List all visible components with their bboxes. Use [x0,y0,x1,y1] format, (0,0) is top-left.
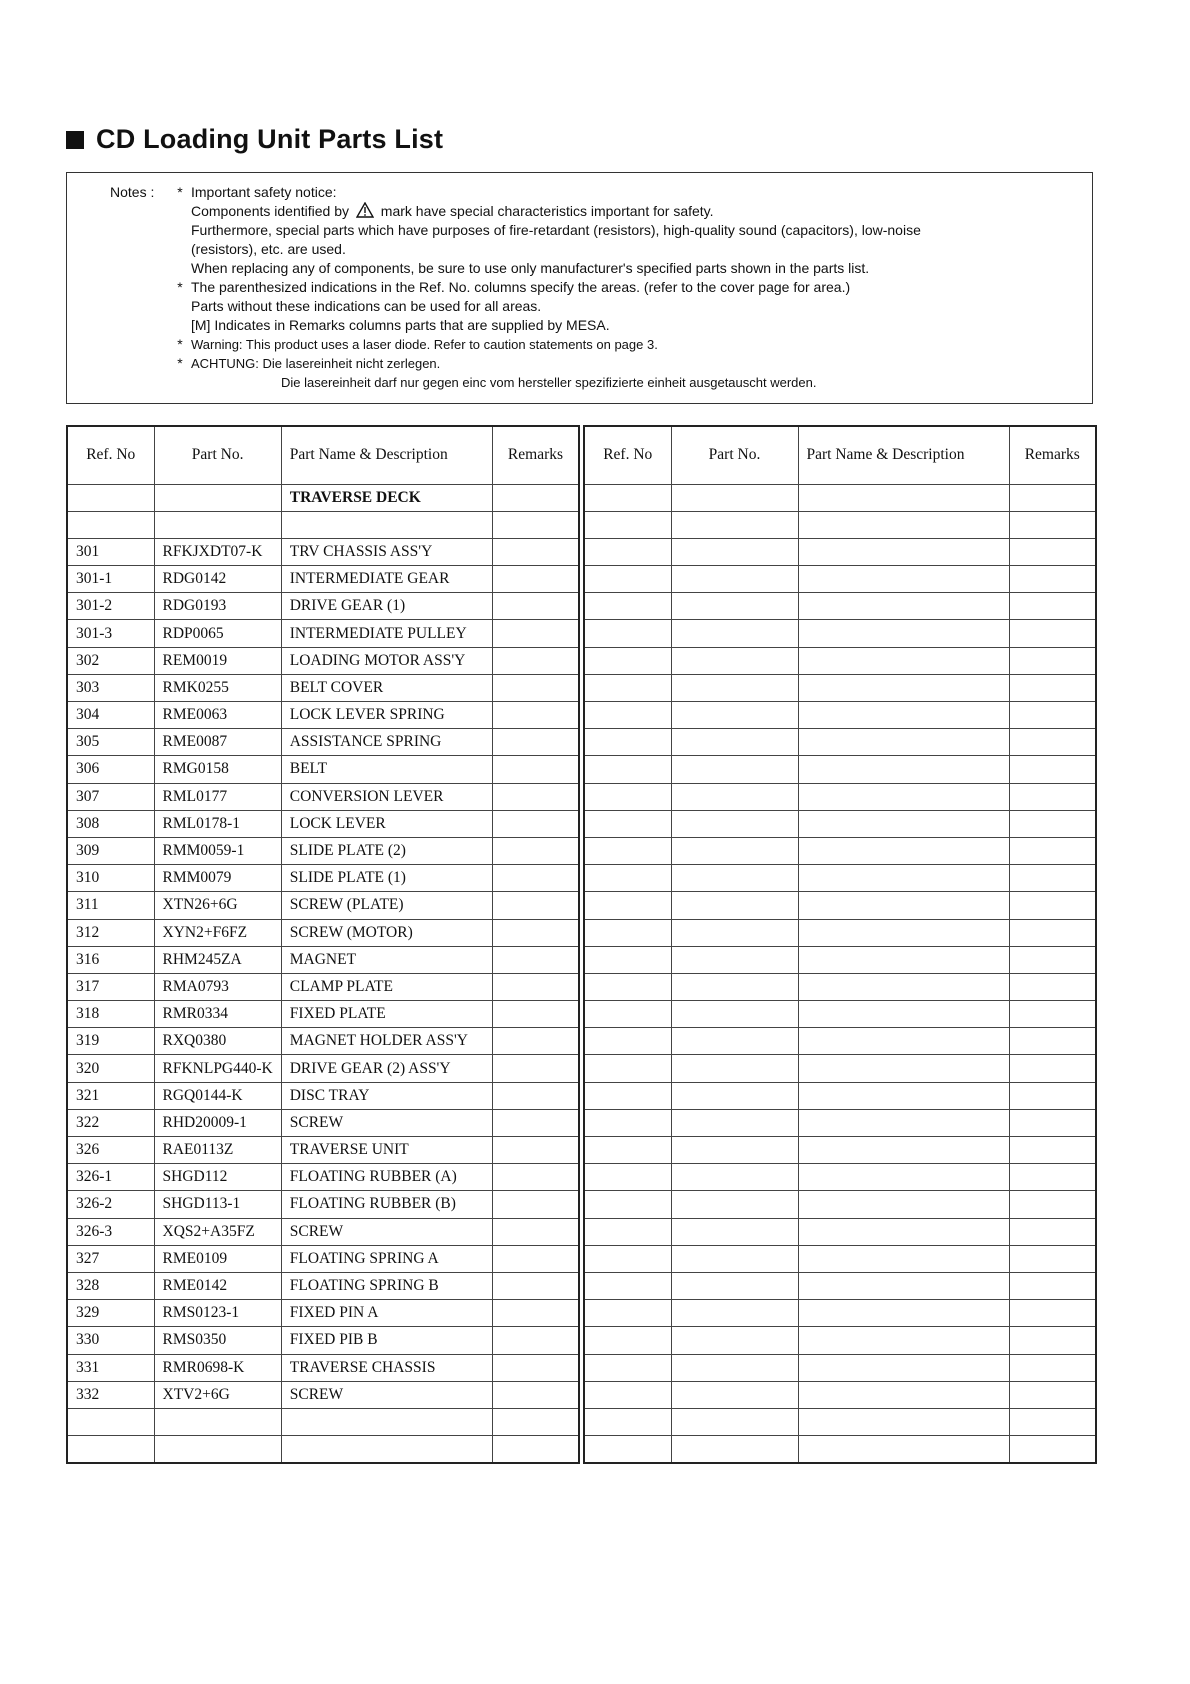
part-name-cell: FLOATING SPRING B [281,1272,492,1299]
part-name-cell: DRIVE GEAR (1) [281,593,492,620]
ref-no-cell: 331 [67,1354,154,1381]
part-name-cell: BELT COVER [281,674,492,701]
table-row [67,1082,579,1109]
blank-row [67,1408,579,1435]
blank-row [584,1436,1096,1463]
table-row [67,729,579,756]
blank-row [584,1028,1096,1055]
blank-row [584,946,1096,973]
part-name-cell: FIXED PIB B [281,1327,492,1354]
part-name-cell: SLIDE PLATE (1) [281,865,492,892]
header-part-no: Part No. [154,426,281,484]
blank-row [584,702,1096,729]
table-header-row [584,426,1096,484]
remarks-cell [492,1354,579,1381]
part-no-cell: XYN2+F6FZ [154,919,281,946]
table-row [67,674,579,701]
table-row [67,1001,579,1028]
part-name-cell: DRIVE GEAR (2) ASS'Y [281,1055,492,1082]
table-row [67,973,579,1000]
blank-row [584,1300,1096,1327]
ref-no-cell: 306 [67,756,154,783]
table-row [67,647,579,674]
remarks-cell [492,837,579,864]
part-name-cell: INTERMEDIATE GEAR [281,566,492,593]
blank-row [584,1327,1096,1354]
blank-row [584,756,1096,783]
part-no-cell: RML0177 [154,783,281,810]
table-row [67,593,579,620]
part-name-cell: CONVERSION LEVER [281,783,492,810]
note-line: Warning: This product uses a laser diode. Refer to caution statements on page 3. [191,337,658,352]
remarks-cell [492,756,579,783]
table-row [67,810,579,837]
part-no-cell: XTN26+6G [154,892,281,919]
table-row [67,946,579,973]
table-row [67,1109,579,1136]
blank-row [584,538,1096,565]
blank-row [584,810,1096,837]
remarks-cell [492,1137,579,1164]
table-row [67,865,579,892]
remarks-cell [492,1055,579,1082]
remarks-cell [492,865,579,892]
part-no-cell: RMG0158 [154,756,281,783]
blank-row [584,1082,1096,1109]
part-name-cell: SCREW [281,1109,492,1136]
part-name-cell: MAGNET HOLDER ASS'Y [281,1028,492,1055]
remarks-cell [492,538,579,565]
note-line: Die lasereinheit darf nur gegen einc vom hersteller spezifizierte einheit ausgetauscht werden. [281,375,817,390]
part-name-cell: BELT [281,756,492,783]
table-row [67,1300,579,1327]
part-no-cell: XQS2+A35FZ [154,1218,281,1245]
remarks-cell [492,1327,579,1354]
part-no-cell: RME0063 [154,702,281,729]
asterisk-icon: * [177,184,183,200]
part-no-cell: RMK0255 [154,674,281,701]
header-ref-no: Ref. No [67,426,154,484]
ref-no-cell: 302 [67,647,154,674]
blank-row [584,865,1096,892]
remarks-cell [492,1109,579,1136]
blank-row [584,729,1096,756]
section-title: TRAVERSE DECK [281,484,492,511]
part-no-cell: RMS0350 [154,1327,281,1354]
part-name-cell: INTERMEDIATE PULLEY [281,620,492,647]
ref-no-cell: 321 [67,1082,154,1109]
header-part-no: Part No. [671,426,798,484]
ref-no-cell: 326-2 [67,1191,154,1218]
remarks-cell [492,1028,579,1055]
ref-no-cell: 317 [67,973,154,1000]
ref-no-cell: 301-2 [67,593,154,620]
part-name-cell: SLIDE PLATE (2) [281,837,492,864]
part-no-cell: RFKNLPG440-K [154,1055,281,1082]
blank-row [584,674,1096,701]
remarks-cell [492,1245,579,1272]
part-name-cell: FLOATING RUBBER (A) [281,1164,492,1191]
part-name-cell: LOCK LEVER [281,810,492,837]
remarks-cell [492,674,579,701]
blank-row [584,1245,1096,1272]
blank-row [584,973,1096,1000]
part-name-cell: ASSISTANCE SPRING [281,729,492,756]
part-name-cell: MAGNET [281,946,492,973]
ref-no-cell: 303 [67,674,154,701]
ref-no-cell: 301-3 [67,620,154,647]
note-line: Parts without these indications can be used for all areas. [191,298,542,314]
part-no-cell: RME0142 [154,1272,281,1299]
remarks-cell [492,1300,579,1327]
table-row [67,1191,579,1218]
ref-no-cell: 310 [67,865,154,892]
part-name-cell: SCREW (MOTOR) [281,919,492,946]
table-row [67,1218,579,1245]
part-no-cell: RME0109 [154,1245,281,1272]
table-row [67,892,579,919]
part-no-cell: XTV2+6G [154,1381,281,1408]
table-row [67,1272,579,1299]
table-row [67,1137,579,1164]
blank-row [584,511,1096,538]
ref-no-cell: 328 [67,1272,154,1299]
remarks-cell [492,593,579,620]
ref-no-cell: 309 [67,837,154,864]
part-no-cell: RME0087 [154,729,281,756]
table-row [67,1354,579,1381]
remarks-cell [492,1272,579,1299]
blank-row [584,1001,1096,1028]
part-name-cell: FIXED PIN A [281,1300,492,1327]
asterisk-icon: * [177,279,183,295]
blank-row [584,1381,1096,1408]
remarks-cell [492,1191,579,1218]
page-title-text: CD Loading Unit Parts List [96,124,444,154]
note-line: Furthermore, special parts which have purposes of fire-retardant (resistors), high-quality sound (capacitors), low-noise [191,222,921,238]
header-part-name: Part Name & Description [798,426,1009,484]
remarks-cell [492,620,579,647]
part-no-cell: RMR0698-K [154,1354,281,1381]
ref-no-cell: 311 [67,892,154,919]
part-name-cell: LOADING MOTOR ASS'Y [281,647,492,674]
remarks-cell [492,1218,579,1245]
table-header-row [67,426,579,484]
remarks-cell [492,973,579,1000]
table-row [67,1381,579,1408]
asterisk-icon: * [177,355,183,371]
part-name-cell: SCREW [281,1381,492,1408]
blank-row [584,919,1096,946]
ref-no-cell: 319 [67,1028,154,1055]
table-row [67,1327,579,1354]
part-no-cell: RMA0793 [154,973,281,1000]
header-remarks: Remarks [492,426,579,484]
header-ref-no: Ref. No [584,426,671,484]
note-line: When replacing any of components, be sure to use only manufacturer's specified parts shown in the parts list. [191,260,870,276]
part-name-cell: TRV CHASSIS ASS'Y [281,538,492,565]
blank-row [584,1354,1096,1381]
ref-no-cell: 308 [67,810,154,837]
note-line: Important safety notice: [191,184,337,200]
blank-row [584,1109,1096,1136]
blank-row [584,892,1096,919]
part-no-cell: RHD20009-1 [154,1109,281,1136]
part-no-cell: SHGD112 [154,1164,281,1191]
blank-row [584,620,1096,647]
remarks-cell [492,892,579,919]
blank-row [584,837,1096,864]
blank-row [67,511,579,538]
ref-no-cell: 318 [67,1001,154,1028]
blank-row [584,1272,1096,1299]
page-title [66,124,443,155]
note-line: (resistors), etc. are used. [191,241,346,257]
part-no-cell: RMM0059-1 [154,837,281,864]
table-row [67,1245,579,1272]
blank-row [584,1164,1096,1191]
part-name-cell: SCREW [281,1218,492,1245]
note-line: The parenthesized indications in the Ref. No. columns specify the areas. (refer to the cover page for area.) [191,279,851,295]
part-name-cell: DISC TRAY [281,1082,492,1109]
part-no-cell: RDG0142 [154,566,281,593]
ref-no-cell: 304 [67,702,154,729]
part-name-cell: FLOATING RUBBER (B) [281,1191,492,1218]
part-no-cell: RFKJXDT07-K [154,538,281,565]
note-line [191,202,714,221]
ref-no-cell: 320 [67,1055,154,1082]
table-row [67,538,579,565]
ref-no-cell: 316 [67,946,154,973]
parts-table-right [583,425,1097,1464]
remarks-cell [492,702,579,729]
part-name-cell: TRAVERSE UNIT [281,1137,492,1164]
note-line-part: mark have special characteristics important for safety. [380,203,714,219]
part-no-cell: RMR0334 [154,1001,281,1028]
notes-label: Notes : [110,184,155,200]
header-part-name: Part Name & Description [281,426,492,484]
note-line: [M] Indicates in Remarks columns parts that are supplied by MESA. [191,317,610,333]
blank-row [67,1436,579,1463]
bullet-square-icon [66,131,84,149]
note-line-part: Components identified by [191,203,349,219]
ref-no-cell: 301-1 [67,566,154,593]
remarks-cell [492,647,579,674]
part-no-cell: RML0178-1 [154,810,281,837]
remarks-cell [492,566,579,593]
part-name-cell: FLOATING SPRING A [281,1245,492,1272]
ref-no-cell: 312 [67,919,154,946]
blank-row [584,1055,1096,1082]
table-row [67,1055,579,1082]
remarks-cell [492,1001,579,1028]
blank-row [584,783,1096,810]
part-no-cell: RDG0193 [154,593,281,620]
remarks-cell [492,1381,579,1408]
notes-box [66,172,1093,404]
table-row [67,620,579,647]
table-row [67,566,579,593]
parts-table-left [66,425,580,1464]
warning-triangle-icon [356,202,374,218]
remarks-cell [492,946,579,973]
part-no-cell: RHM245ZA [154,946,281,973]
part-name-cell: FIXED PLATE [281,1001,492,1028]
blank-row [584,647,1096,674]
table-row [67,837,579,864]
ref-no-cell: 326-1 [67,1164,154,1191]
part-no-cell: RXQ0380 [154,1028,281,1055]
part-name-cell: CLAMP PLATE [281,973,492,1000]
note-line: ACHTUNG: Die lasereinheit nicht zerlegen. [191,356,441,371]
ref-no-cell: 329 [67,1300,154,1327]
ref-no-cell: 326-3 [67,1218,154,1245]
blank-row [584,1191,1096,1218]
part-name-cell: SCREW (PLATE) [281,892,492,919]
ref-no-cell: 305 [67,729,154,756]
blank-row [584,593,1096,620]
part-no-cell: SHGD113-1 [154,1191,281,1218]
remarks-cell [492,1164,579,1191]
remarks-cell [492,783,579,810]
ref-no-cell: 322 [67,1109,154,1136]
ref-no-cell: 301 [67,538,154,565]
remarks-cell [492,1082,579,1109]
part-no-cell: RGQ0144-K [154,1082,281,1109]
remarks-cell [492,810,579,837]
part-no-cell: RDP0065 [154,620,281,647]
blank-row [584,1408,1096,1435]
ref-no-cell: 326 [67,1137,154,1164]
ref-no-cell: 330 [67,1327,154,1354]
table-row [67,919,579,946]
blank-row [584,1218,1096,1245]
remarks-cell [492,919,579,946]
ref-no-cell: 332 [67,1381,154,1408]
section-row [67,484,579,511]
ref-no-cell: 327 [67,1245,154,1272]
table-row [67,756,579,783]
ref-no-cell: 307 [67,783,154,810]
remarks-cell [492,729,579,756]
table-row [67,783,579,810]
part-no-cell: RAE0113Z [154,1137,281,1164]
header-remarks: Remarks [1009,426,1096,484]
asterisk-icon: * [177,336,183,352]
blank-row [584,484,1096,511]
table-row [67,1164,579,1191]
part-no-cell: RMS0123-1 [154,1300,281,1327]
blank-row [584,1137,1096,1164]
part-name-cell: TRAVERSE CHASSIS [281,1354,492,1381]
part-name-cell: LOCK LEVER SPRING [281,702,492,729]
blank-row [584,566,1096,593]
table-row [67,702,579,729]
table-row [67,1028,579,1055]
part-no-cell: REM0019 [154,647,281,674]
part-no-cell: RMM0079 [154,865,281,892]
